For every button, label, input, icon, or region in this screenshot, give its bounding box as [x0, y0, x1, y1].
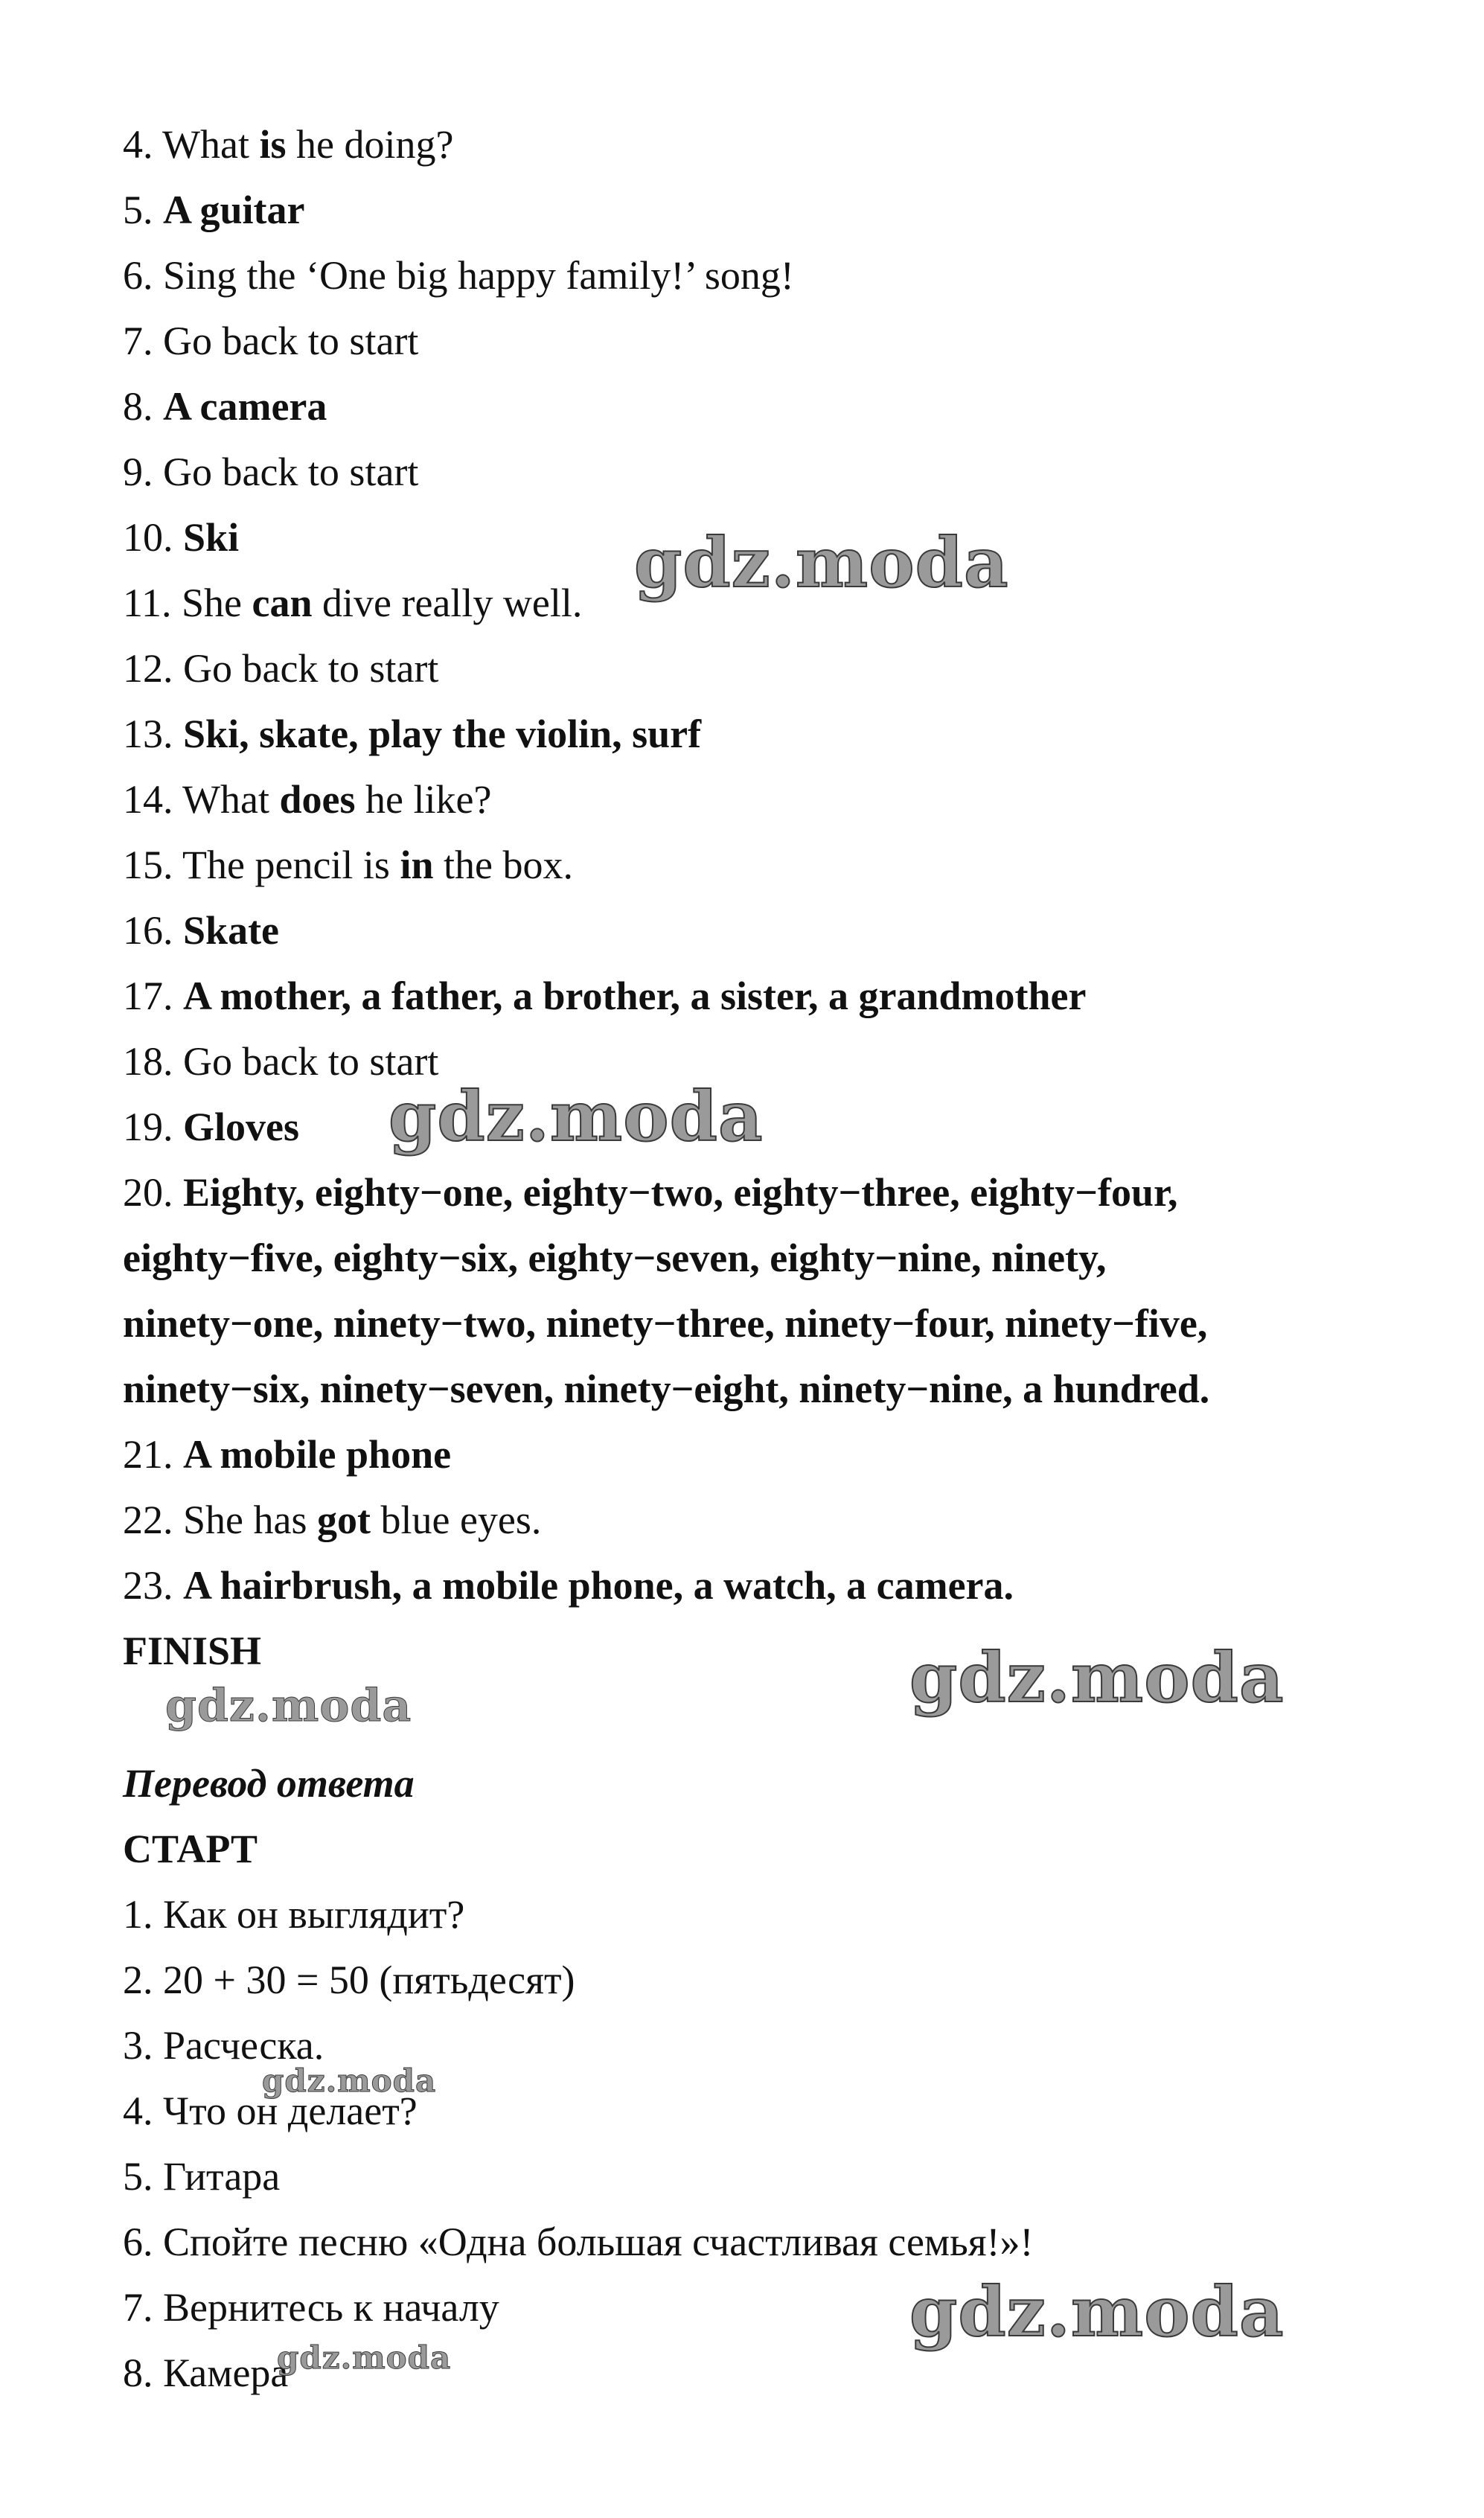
answer-line: 15. The pencil is in the box.: [123, 843, 573, 887]
answer-20-continuation: eighty−five, eighty−six, eighty−seven, eighty−nine, ninety,: [123, 1236, 1107, 1280]
answer-line: 10. Ski: [123, 515, 240, 560]
answer-line: 21. A mobile phone: [123, 1432, 452, 1477]
answer-line: 12. Go back to start: [123, 646, 439, 691]
watermark-logo: gdz.moda: [165, 1680, 412, 1732]
answer-line: 4. What is he doing?: [123, 122, 454, 167]
answer-line: 20. Eighty, eighty−one, eighty−two, eighty−three, eighty−four,: [123, 1170, 1178, 1215]
answer-line: 22. She has got blue eyes.: [123, 1498, 542, 1542]
answer-line: 16. Skate: [123, 908, 280, 953]
translation-line: 2. 20 + 30 = 50 (пятьдесят): [123, 1958, 575, 2002]
translation-heading: Перевод ответа: [123, 1761, 415, 1806]
watermark-logo: gdz.moda: [634, 523, 1009, 603]
watermark-logo: gdz.moda: [909, 2272, 1285, 2352]
answer-line: 14. What does he like?: [123, 777, 492, 822]
answer-20-continuation: ninety−one, ninety−two, ninety−three, ninety−four, ninety−five,: [123, 1301, 1208, 1346]
answer-line: 8. A camera: [123, 384, 327, 429]
answer-line: 6. Sing the ‘One big happy family!’ song!: [123, 253, 794, 298]
translation-line: 5. Гитара: [123, 2154, 281, 2199]
translation-line: 7. Вернитесь к началу: [123, 2285, 499, 2330]
translation-line: 1. Как он выглядит?: [123, 1892, 465, 1937]
answer-line: 13. Ski, skate, play the violin, surf: [123, 712, 702, 756]
watermark-logo: gdz.moda: [277, 2339, 452, 2376]
answer-20-continuation: ninety−six, ninety−seven, ninety−eight, ninety−nine, a hundred.: [123, 1367, 1210, 1411]
answer-line: 23. A hairbrush, a mobile phone, a watch, a camera.: [123, 1563, 1014, 1608]
translation-line: 3. Расческа.: [123, 2023, 324, 2068]
watermark-logo: gdz.moda: [262, 2062, 437, 2099]
translation-line: 8. Камера: [123, 2351, 289, 2395]
answer-line: 19. Gloves: [123, 1105, 299, 1149]
translation-line: 4. Что он делает?: [123, 2089, 418, 2133]
answer-line: 17. A mother, a father, a brother, a sister, a grandmother: [123, 974, 1087, 1018]
answer-line: 7. Go back to start: [123, 319, 419, 363]
finish-label: FINISH: [123, 1629, 262, 1673]
watermark-logo: gdz.moda: [909, 1637, 1285, 1718]
answer-line: 9. Go back to start: [123, 450, 419, 494]
answer-line: 18. Go back to start: [123, 1039, 439, 1084]
start-label: СТАРТ: [123, 1827, 258, 1871]
answer-line: 11. She can dive really well.: [123, 581, 583, 625]
watermark-logo: gdz.moda: [388, 1076, 764, 1157]
translation-line: 6. Спойте песню «Одна большая счастливая семья!»!: [123, 2220, 1034, 2264]
answer-line: 5. A guitar: [123, 188, 305, 232]
